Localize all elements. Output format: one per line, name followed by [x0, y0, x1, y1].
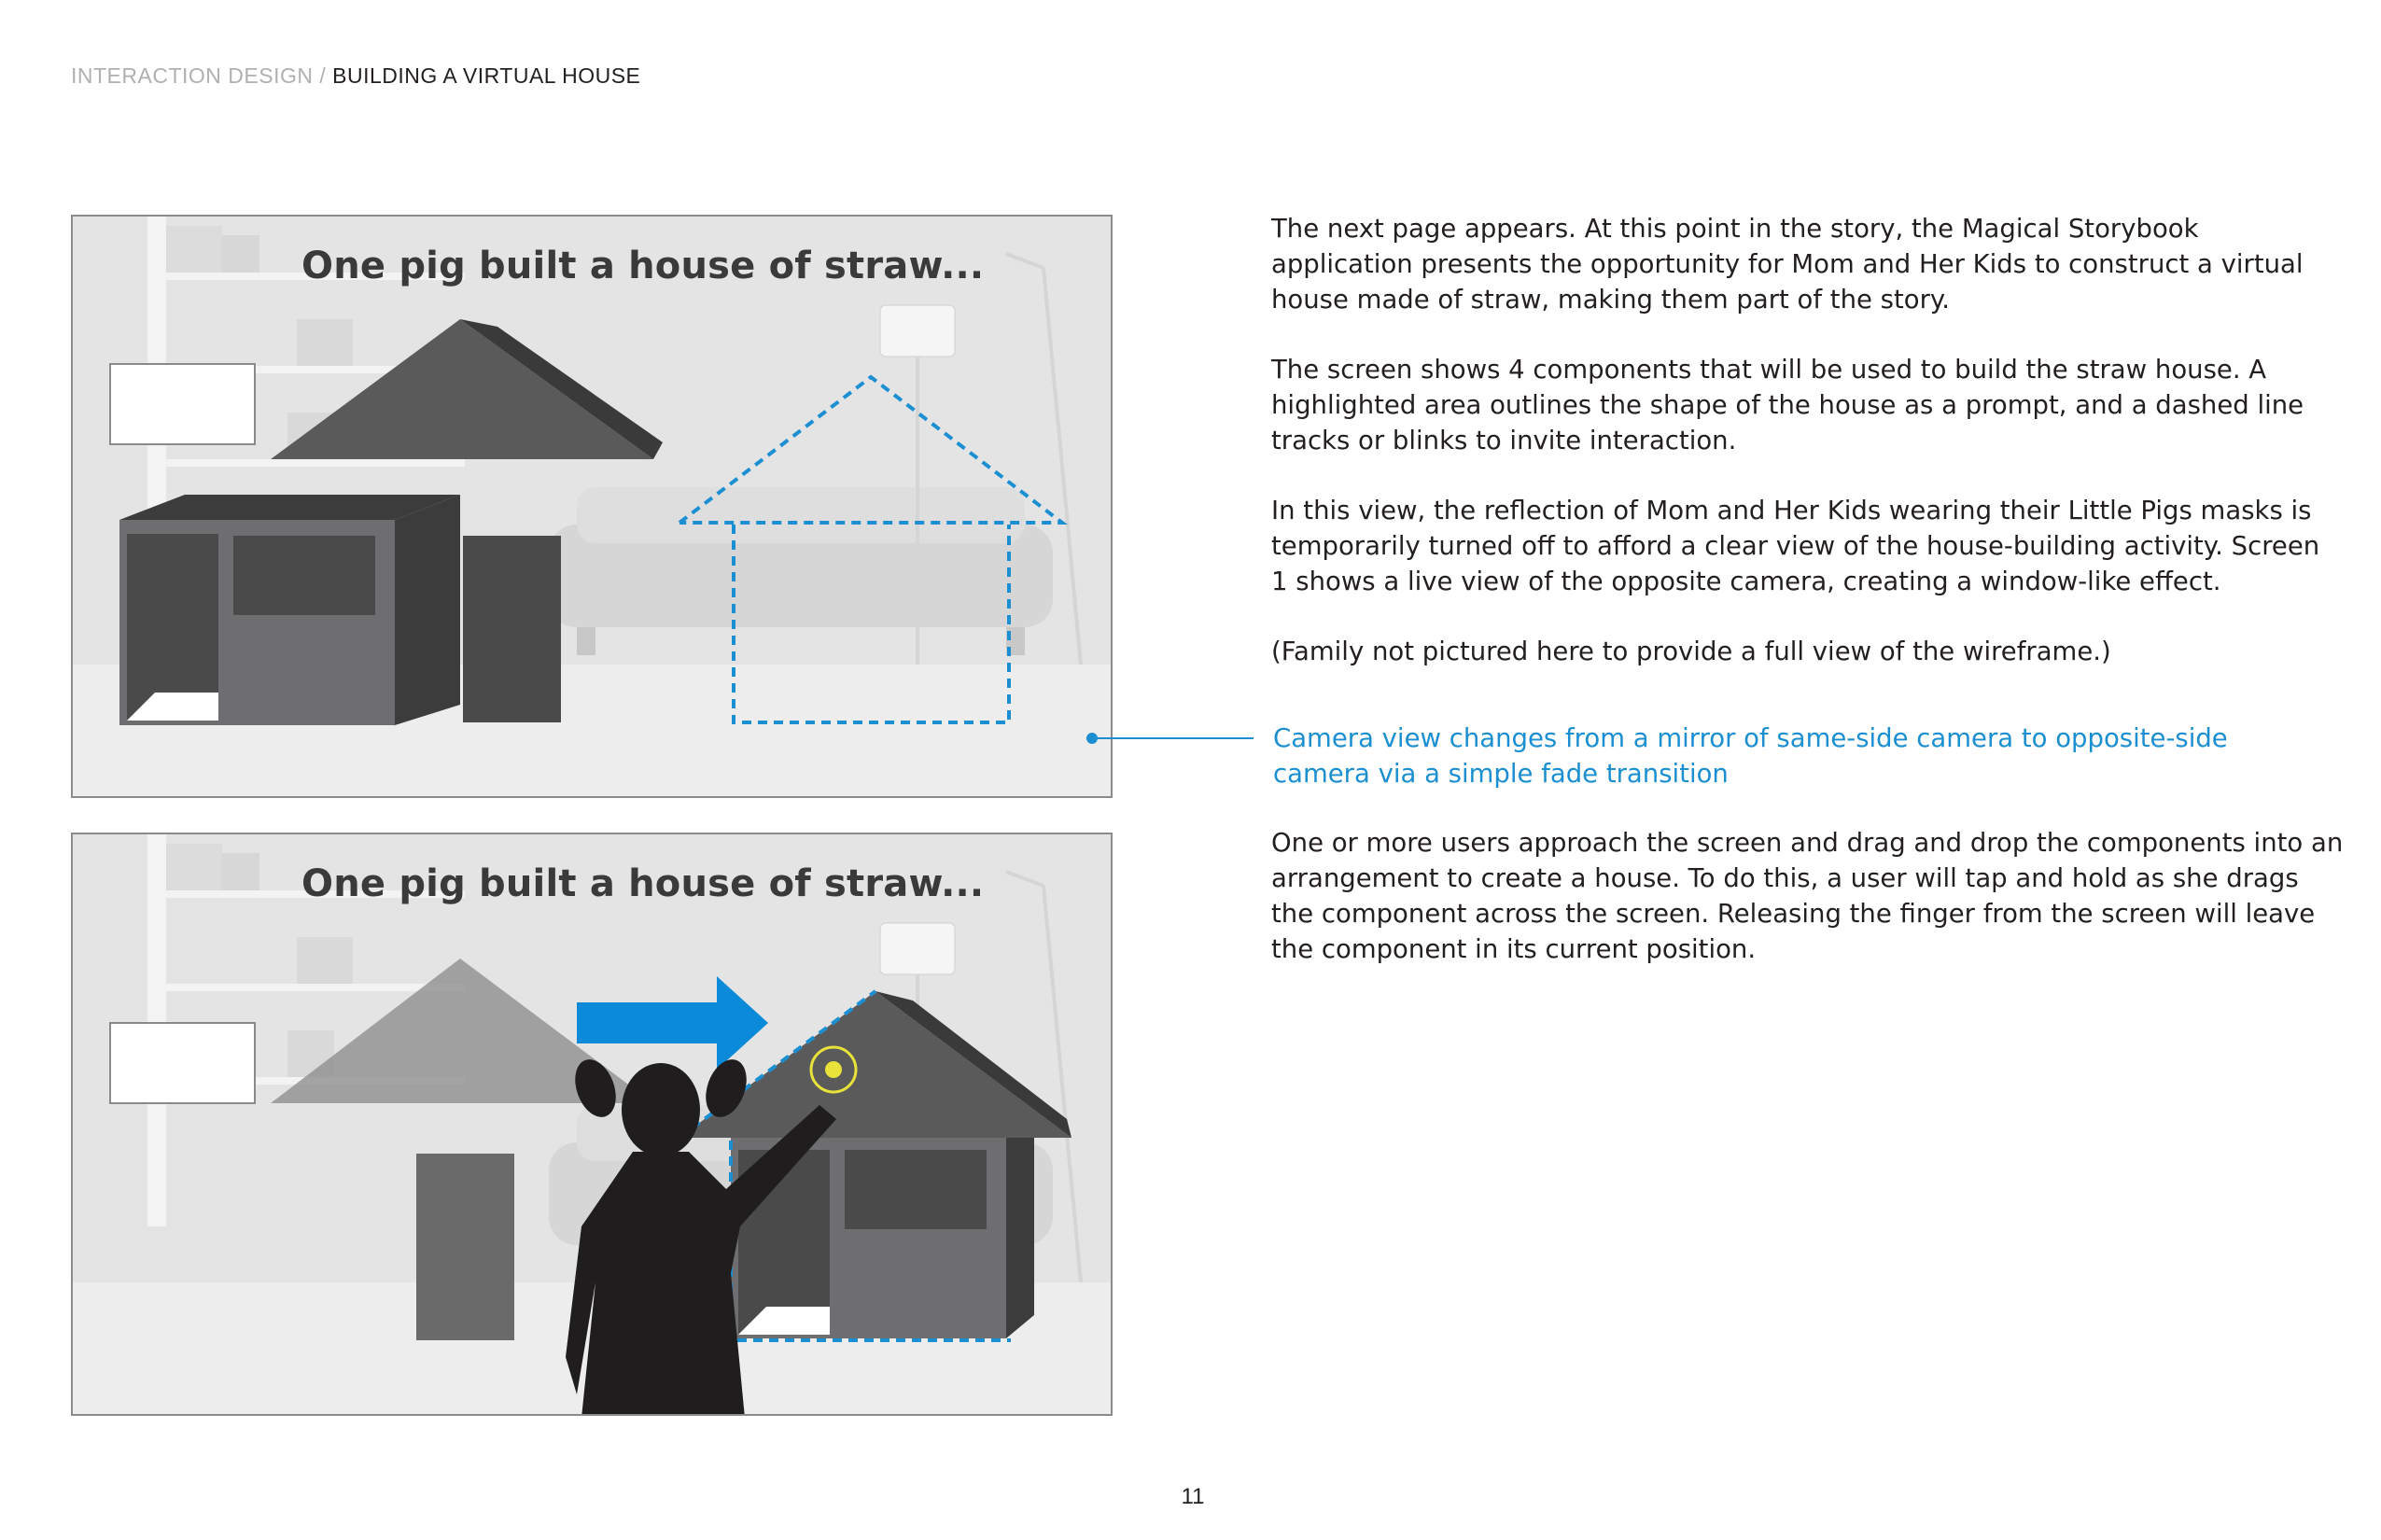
description-column	[1271, 211, 2335, 704]
house-body-component[interactable]	[119, 495, 460, 725]
breadcrumb-current: BUILDING A VIRTUAL HOUSE	[332, 63, 641, 88]
page-number: 11	[1181, 1484, 1205, 1509]
description-paragraph: The screen shows 4 components that will be used to build the straw house. A highlighted area outlines the shape of the house as a prompt, and a dashed line tracks or blinks to invite interaction.	[1271, 355, 2304, 455]
callout-leader-line	[1090, 737, 1254, 739]
panel-title: One pig built a house of straw...	[301, 862, 985, 905]
scene-initial-illustration	[73, 217, 1113, 798]
door-component[interactable]	[416, 1154, 514, 1340]
breadcrumb-separator: /	[313, 63, 333, 88]
wireframe-screen-initial	[71, 215, 1113, 798]
description-paragraph: The next page appears. At this point in the story, the Magical Storybook application presents the opportunity for Mom and Her Kids to construct a virtual house made of straw, making them part of the story.	[1271, 214, 2304, 315]
description-paragraph: (Family not pictured here to provide a full view of the wireframe.)	[1271, 637, 2111, 666]
callout-annotation: Camera view changes from a mirror of same-side camera to opposite-side camera via a simple fade transition	[1273, 723, 2228, 789]
wall-placard	[110, 1023, 255, 1103]
wall-placard	[110, 364, 255, 444]
panel-title: One pig built a house of straw...	[301, 245, 985, 287]
breadcrumb-section: INTERACTION DESIGN	[71, 63, 314, 88]
description-paragraph-drag: One or more users approach the screen and drag and drop the components into an arrangement to create a house. To do this, a user will tap and hold as she drags the component across the screen. Releasing the finger from the screen will leave the component in its current position.	[1271, 828, 2344, 964]
scene-dragging-illustration	[73, 834, 1113, 1416]
wireframe-screen-dragging	[71, 833, 1113, 1416]
breadcrumb	[71, 63, 640, 89]
description-paragraph: In this view, the reflection of Mom and Her Kids wearing their Little Pigs masks is temporarily turned off to afford a clear view of the house-building activity. Screen 1 shows a live view of the opposite camera, creating a window-like effect.	[1271, 496, 2320, 596]
door-component[interactable]	[463, 536, 561, 722]
